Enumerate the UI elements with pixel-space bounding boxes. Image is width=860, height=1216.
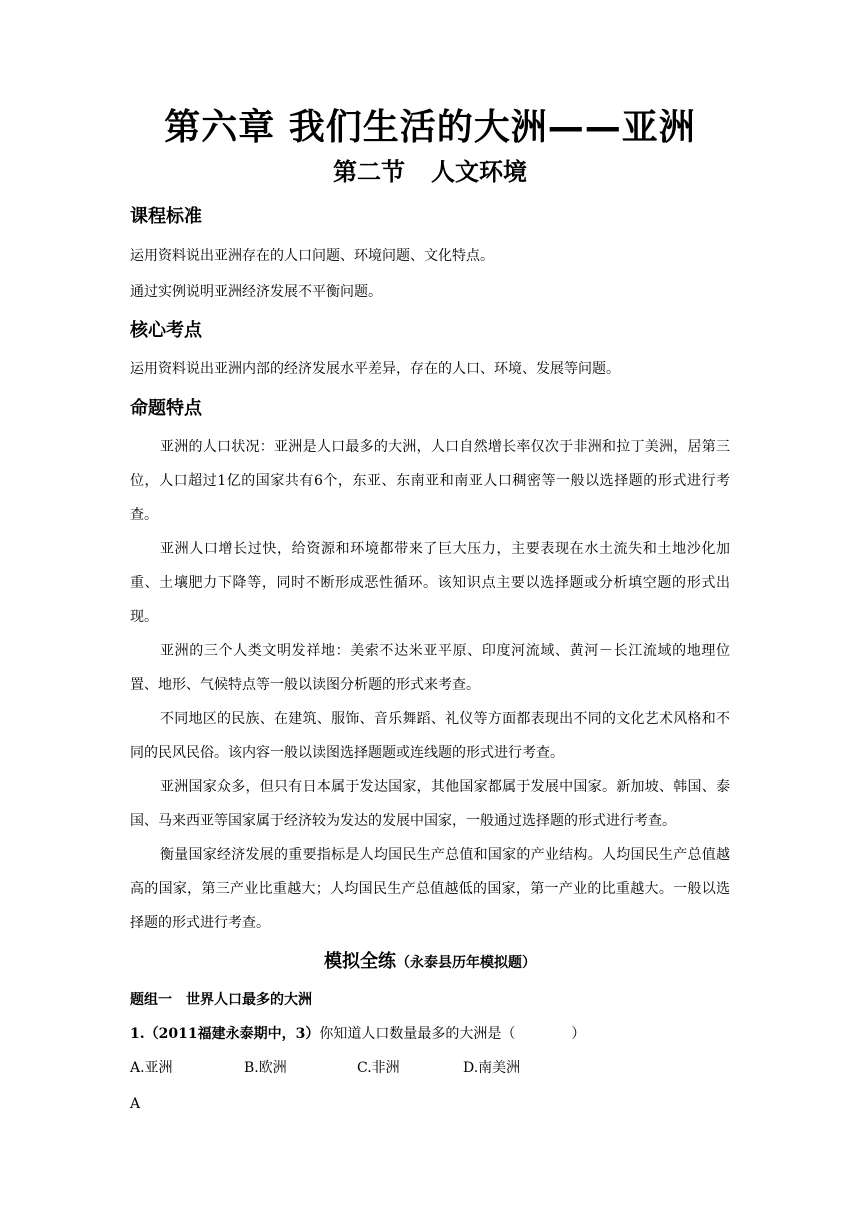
option-b: B.欧洲: [244, 1060, 287, 1076]
feature-paragraph: 衡量国家经济发展的重要指标是人均国民生产总值和国家的产业结构。人均国民生产总值越高的国家，第三产业比重越大；人均国民生产总值越低的国家，第一产业的比重越大。一般以选择题的形式进行考查。: [130, 847, 730, 931]
standards-line: 运用资料说出亚洲存在的人口问题、环境问题、文化特点。: [130, 248, 494, 264]
feature-paragraph: 亚洲的三个人类文明发祥地：美索不达米亚平原、印度河流域、黄河－长江流域的地理位置、地形、气候特点等一般以读图分析题的形式来考查。: [130, 643, 730, 693]
question-text: 你知道人口数量最多的大洲是（ ）: [319, 1026, 586, 1042]
chapter-title: 第六章 我们生活的大洲——亚洲: [164, 107, 696, 148]
practice-title-note: （永泰县历年模拟题）: [396, 955, 536, 971]
heading-exam-features: 命题特点: [130, 398, 202, 419]
heading-course-standards: 课程标准: [130, 206, 202, 227]
subtitle-section-name: 人文环境: [431, 158, 527, 186]
feature-paragraph: 亚洲国家众多，但只有日本属于发达国家，其他国家都属于发展中国家。新加坡、韩国、泰国、马来西亚等国家属于经济较为发达的发展中国家，一般通过选择题的形式进行考查。: [130, 779, 730, 829]
question-options: [0, 1058, 860, 1078]
question-1: [130, 1024, 585, 1044]
option-a: A.亚洲: [130, 1060, 173, 1076]
practice-title: [0, 948, 860, 977]
option-d: D.南美洲: [463, 1060, 521, 1076]
heading-core-points: 核心考点: [130, 320, 202, 341]
subtitle-section-number: 第二节: [333, 158, 405, 186]
feature-paragraph: 不同地区的民族、在建筑、服饰、音乐舞蹈、礼仪等方面都表现出不同的文化艺术风格和不同的民风民俗。该内容一般以读图选择题题或连线题的形式进行考查。: [130, 711, 730, 761]
standards-line: 通过实例说明亚洲经济发展不平衡问题。: [130, 284, 382, 300]
question-answer: A: [130, 1096, 141, 1112]
question-group-title: 题组一 世界人口最多的大洲: [130, 992, 312, 1008]
feature-paragraph: 亚洲人口增长过快，给资源和环境都带来了巨大压力，主要表现在水土流失和土地沙化加重、土壤肥力下降等，同时不断形成恶性循环。该知识点主要以选择题或分析填空题的形式出现。: [130, 541, 730, 625]
question-source: 1.（2011福建永泰期中，3）: [130, 1026, 320, 1042]
option-c: C.非洲: [357, 1060, 400, 1076]
feature-paragraph: 亚洲的人口状况：亚洲是人口最多的大洲，人口自然增长率仅次于非洲和拉丁美洲，居第三位，人口超过1亿的国家共有6个，东亚、东南亚和南亚人口稠密等一般以选择题的形式进行考查。: [130, 439, 730, 523]
core-line: 运用资料说出亚洲内部的经济发展水平差异，存在的人口、环境、发展等问题。: [130, 361, 620, 377]
section-subtitle: [0, 154, 860, 190]
practice-title-main: 模拟全练: [324, 951, 396, 972]
